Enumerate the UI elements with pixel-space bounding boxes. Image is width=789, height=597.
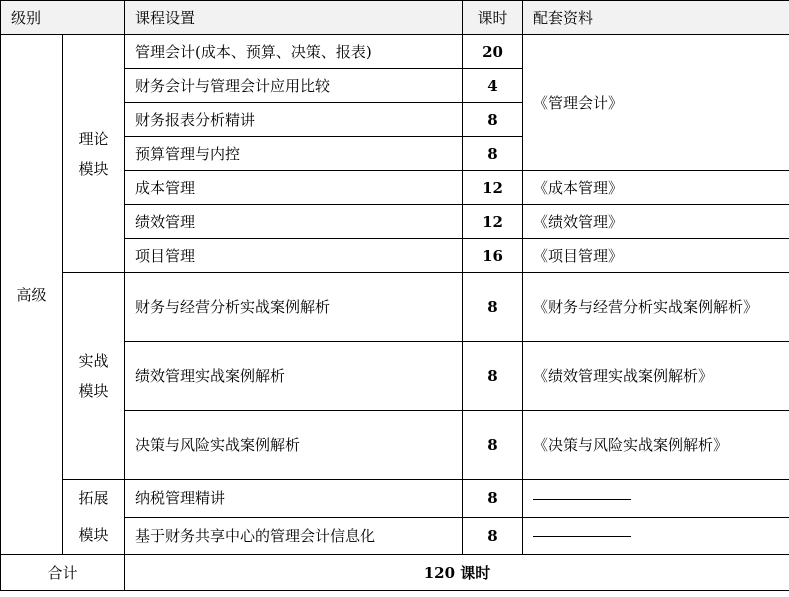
- hours-cell: 8: [463, 517, 523, 555]
- material-cell: 《财务与经营分析实战案例解析》: [523, 273, 789, 342]
- hours-cell: 12: [463, 205, 523, 239]
- course-cell: 基于财务共享中心的管理会计信息化: [125, 517, 463, 555]
- dash-line: [533, 536, 631, 537]
- module-extension-line1: 拓展: [78, 489, 109, 507]
- course-cell: 管理会计(成本、预算、决策、报表): [125, 35, 463, 69]
- material-cell: [523, 480, 789, 518]
- table-header-row: [1, 1, 789, 35]
- material-cell: 《成本管理》: [523, 171, 789, 205]
- table-row: [1, 480, 789, 518]
- hours-cell: 8: [463, 411, 523, 480]
- course-cell: 绩效管理: [125, 205, 463, 239]
- hours-cell: 8: [463, 137, 523, 171]
- total-row: [1, 555, 789, 591]
- module-theory: [63, 35, 125, 273]
- hours-cell: 4: [463, 69, 523, 103]
- total-label: 合计: [1, 555, 125, 591]
- module-practice: [63, 273, 125, 480]
- header-hours: 课时: [463, 1, 523, 35]
- module-theory-line1: 理论: [78, 129, 109, 148]
- material-cell: 《绩效管理》: [523, 205, 789, 239]
- course-cell: 决策与风险实战案例解析: [125, 411, 463, 480]
- hours-cell: 8: [463, 103, 523, 137]
- level-cell: 高级: [1, 35, 63, 555]
- hours-cell: 16: [463, 239, 523, 273]
- hours-cell: 8: [463, 342, 523, 411]
- course-cell: 财务报表分析精讲: [125, 103, 463, 137]
- header-course: 课程设置: [125, 1, 463, 35]
- material-cell: 《项目管理》: [523, 239, 789, 273]
- material-cell: 《管理会计》: [523, 35, 789, 171]
- module-extension-line2: 模块: [78, 526, 109, 544]
- table-row: [1, 273, 789, 342]
- course-cell: 绩效管理实战案例解析: [125, 342, 463, 411]
- hours-cell: 20: [463, 35, 523, 69]
- hours-cell: 8: [463, 273, 523, 342]
- total-value: 120 课时: [125, 555, 789, 591]
- module-extension: [63, 480, 125, 555]
- course-cell: 财务与经营分析实战案例解析: [125, 273, 463, 342]
- module-practice-line2: 模块: [78, 382, 109, 400]
- course-cell: 项目管理: [125, 239, 463, 273]
- material-cell: 《绩效管理实战案例解析》: [523, 342, 789, 411]
- module-practice-line1: 实战: [78, 352, 109, 370]
- course-cell: 纳税管理精讲: [125, 480, 463, 518]
- hours-cell: 8: [463, 480, 523, 518]
- material-cell: 《决策与风险实战案例解析》: [523, 411, 789, 480]
- header-level: 级别: [1, 1, 125, 35]
- course-cell: 财务会计与管理会计应用比较: [125, 69, 463, 103]
- course-cell: 预算管理与内控: [125, 137, 463, 171]
- module-theory-line2: 模块: [78, 159, 109, 178]
- dash-line: [533, 499, 631, 500]
- table-row: [1, 35, 789, 69]
- course-cell: 成本管理: [125, 171, 463, 205]
- hours-cell: 12: [463, 171, 523, 205]
- material-cell: [523, 517, 789, 555]
- header-material: 配套资料: [523, 1, 789, 35]
